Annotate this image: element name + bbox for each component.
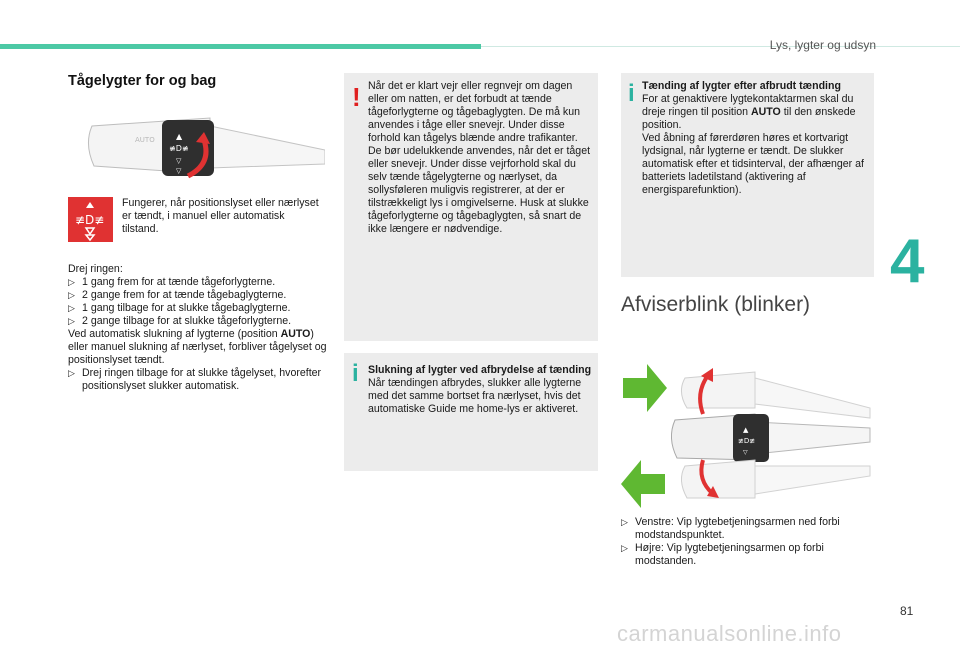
info2-text2: Ved åbning af førerdøren høres et kortvarigt lydsignal, når lygterne er tændt. De slukker automatisk efter et tidsinterval, der afhænger af batteriets ladetilstand (aktivering af energisparefunktion). — [642, 132, 864, 196]
fog-instructions — [68, 263, 330, 393]
info2-text: For at genaktivere lygtekontaktarmen skal du dreje ringen til position AUTO til den ønskede position. — [642, 93, 856, 131]
header-accent-bar — [0, 44, 481, 49]
info-icon: i — [628, 80, 635, 107]
triangle-bullet-icon: ▷ — [68, 303, 75, 313]
svg-text:≢D≢: ≢D≢ — [169, 144, 189, 153]
icon-note: Fungerer, når positionslyset eller nærlyset er tændt, i manuel eller automatisk tilstand. — [122, 197, 319, 235]
info-icon: i — [352, 360, 359, 387]
svg-text:▽: ▽ — [743, 449, 748, 456]
chapter-title: Lys, lygter og udsyn — [769, 38, 876, 52]
svg-text:▲: ▲ — [743, 426, 749, 434]
info1-content — [368, 364, 594, 416]
turn-signal-stalk-illustration — [615, 348, 875, 510]
triangle-bullet-icon: ▷ — [68, 316, 75, 326]
svg-text:▽: ▽ — [176, 167, 182, 175]
bullet-item: ▷ 1 gang tilbage for at slukke tågebaglygterne. — [68, 302, 291, 314]
page-number: 81 — [900, 604, 914, 618]
info2-title: Tænding af lygter efter afbrudt tænding — [642, 80, 841, 92]
triangle-bullet-icon: ▷ — [621, 517, 628, 527]
bullet-item: ▷ 2 gange tilbage for at slukke tågeforlygterne. — [68, 315, 292, 327]
triangle-bullet-icon: ▷ — [68, 277, 75, 287]
section-title-fog-lights: Tågelygter for og bag — [68, 73, 217, 89]
watermark: carmanualsonline.info — [617, 621, 842, 646]
auto-paragraph: Ved automatisk slukning af lygterne (position AUTO) eller manuel slukning af nærlyset, forbliver tågelyset og positionslyset tændt. — [68, 328, 327, 366]
svg-text:▲: ▲ — [176, 132, 183, 141]
info2-content — [642, 80, 872, 197]
green-arrow-left-icon — [621, 460, 665, 508]
fog-light-stalk-illustration — [80, 106, 325, 188]
section-title-turn-signals: Afviserblink (blinker) — [621, 293, 811, 316]
header-rule — [481, 46, 960, 47]
triangle-bullet-icon: ▷ — [68, 368, 75, 378]
bullet-item: ▷ Højre: Vip lygtebetjeningsarmen op forbi modstanden. — [621, 542, 824, 567]
green-arrow-right-icon — [623, 364, 667, 412]
info1-title: Slukning af lygter ved afbrydelse af tænding — [368, 364, 592, 376]
svg-text:≢D≢: ≢D≢ — [738, 437, 756, 445]
svg-text:▽: ▽ — [176, 157, 182, 165]
triangle-bullet-icon: ▷ — [68, 290, 75, 300]
bullet-item: ▷ Venstre: Vip lygtebetjeningsarmen ned forbi modstandspunktet. — [621, 516, 840, 541]
turn-signal-instructions — [621, 516, 876, 568]
info1-text: Når tændingen afbrydes, slukker alle lygterne med det samme bortset fra nærlyset, hvis det automatiske Guide me home-lys er aktiveret. — [368, 377, 582, 415]
bullet-item: ▷ 1 gang frem for at tænde tågeforlygterne. — [68, 276, 276, 288]
fog-lamp-icon — [68, 197, 113, 242]
triangle-bullet-icon: ▷ — [621, 543, 628, 553]
bullet-item: ▷ 2 gange frem for at tænde tågebaglygterne. — [68, 289, 287, 301]
bullet-item: ▷ Drej ringen tilbage for at slukke tågelyset, hvorefter positionslyset slukker automatisk. — [68, 367, 322, 392]
svg-text:≢D≢: ≢D≢ — [75, 213, 105, 227]
warning-text: Når det er klart vejr eller regnvejr om dagen eller om natten, er det forbudt at tænde tågeforlygterne og tågebaglygten. De må kun anvendes i tåge eller snevejr. Under disse forhold kan tågelys blænde andre trafikanter. De bør udelukkende anvendes, når det er tåget eller snevejr. Under disse vejrforhold skal du selv tænde tågelygterne og nærlyset, da sollysføleren muligvis registrerer, at der er tilstrækkeligt lys i omgivelserne. Husk at slukke tågeforlygterne og tågebaglygten, så snart de ikke længere er nødvendige. — [368, 80, 591, 235]
instructions-intro: Drej ringen: — [68, 263, 123, 275]
exclamation-icon: ! — [352, 82, 361, 112]
chapter-number: 4 — [890, 227, 925, 296]
auto-label: AUTO — [135, 136, 155, 144]
